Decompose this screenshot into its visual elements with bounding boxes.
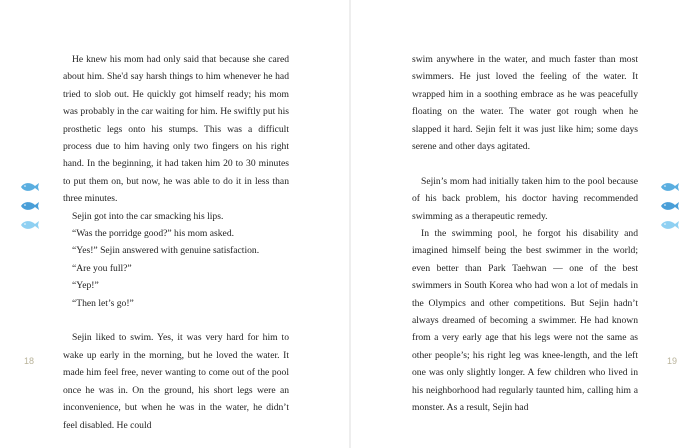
fish-icon <box>660 219 680 231</box>
dialogue-line: “Then let’s go!” <box>72 297 134 309</box>
fish-icon <box>660 181 680 193</box>
fish-icon <box>20 219 40 231</box>
fish-decoration-left <box>20 181 40 231</box>
fish-decoration-right <box>660 181 680 231</box>
fish-icon <box>20 200 40 212</box>
page-number: 18 <box>24 356 35 366</box>
dialogue-line: “Yes!” Sejin answered with genuine satisfaction. <box>72 245 260 257</box>
right-page-text <box>412 51 638 417</box>
right-page <box>350 0 700 448</box>
paragraph: Sejin got into the car smacking his lips. <box>72 210 224 222</box>
fish-icon <box>20 181 40 193</box>
dialogue-line: “Yep!” <box>72 280 99 292</box>
paragraph: In the swimming pool, he forgot his disability and imagined himself being the best swimmer in the world; even better than Park Taehwan — one of the best swimmers in South Korea who had won a lot of medals in the Olympics and other competitions. But Sejin hadn’t always dreamed of becoming a swimmer. He had known from a very early age that his legs were not the same as other people’s; his right leg was knee-length, and the left one was only slightly longer. A few children who lived in his neighborhood had regularly taunted him, calling him a monster. As a result, Sejin had <box>412 228 638 414</box>
paragraph: swim anywhere in the water, and much faster than most swimmers. He just loved the feeling of the water. It wrapped him in a soothing embrace as he was peacefully floating on the water. The water got rough when he slapped it hard. Sejin felt it was just like him; some days serene and other days agitated. <box>412 54 638 153</box>
paragraph: Sejin’s mom had initially taken him to the pool because of his back problem, his doctor having recommended swimming as a therapeutic remedy. <box>412 175 638 222</box>
scene-break <box>412 155 638 172</box>
left-page-text <box>63 51 289 434</box>
fish-icon <box>660 200 680 212</box>
page-number: 19 <box>667 356 678 366</box>
paragraph: Sejin liked to swim. Yes, it was very hard for him to wake up early in the morning, but he loved the water. It made him feel free, never wanting to come out of the pool once he was in. On the ground, his short legs were an inconvenience, but when he was in the water, he didn’t feel disabled. He could <box>63 332 289 431</box>
dialogue-line: “Was the porridge good?” his mom asked. <box>72 228 235 240</box>
paragraph: He knew his mom had only said that because she cared about him. She'd say harsh things to him whenever he had tried to slob out. He quickly got himself ready; his mom was probably in the car waiting for him. He swiftly put his prosthetic legs onto his stumps. This was a difficult process due to him having only two fingers on his right hand. In the beginning, it had taken him 20 to 30 minutes to put them on, but now, he was able to do it in less than three minutes. <box>63 54 289 205</box>
scene-break <box>63 312 289 329</box>
dialogue-line: “Are you full?” <box>72 262 132 274</box>
